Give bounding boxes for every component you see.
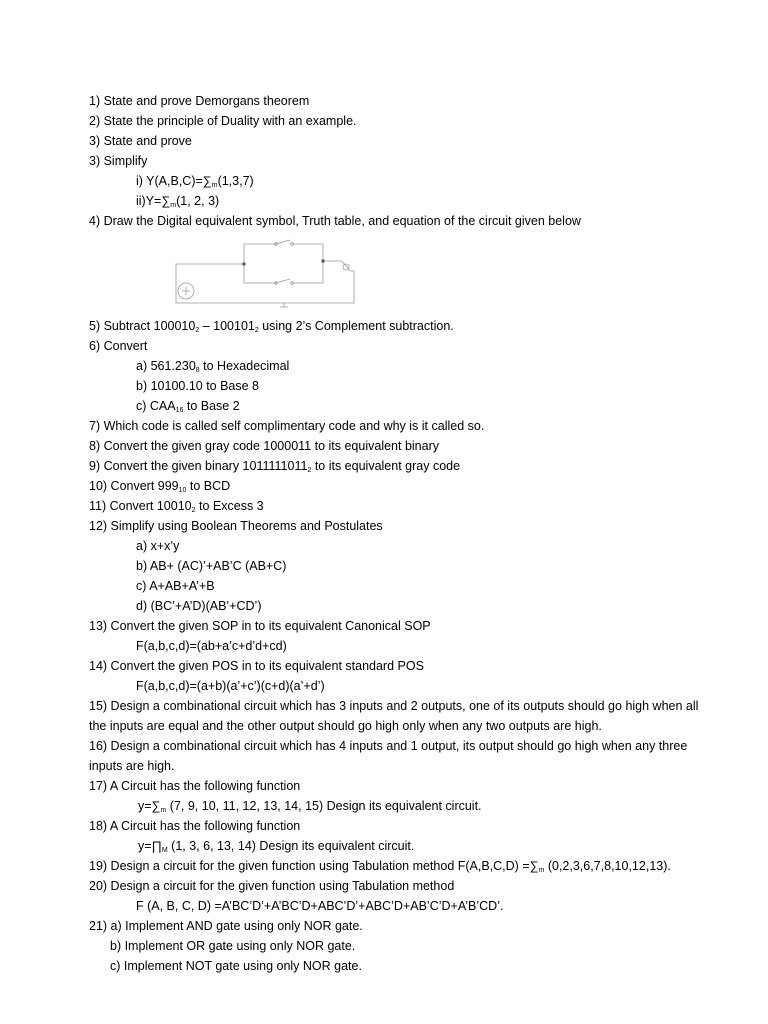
question-5: 5) Subtract $100010_2 - 100101_2$ using 2’s Complement subtraction. (89, 319, 454, 334)
question-20-function: F (A, B, C, D) =A’BC’D’+A’BC’D+ABC’D’+ABC’D+AB’C’D+A’B’CD’. (136, 899, 504, 913)
question-18-function: $y=\prod_M$ (1, 3, 6, 13, 14) Design its equivalent circuit. (138, 839, 415, 854)
question-21b: b) Implement OR gate using only NOR gate. (110, 939, 356, 953)
question-17-function: $y=\sum_m$ (7, 9, 10, 11, 12, 13, 14, 15) Design its equivalent circuit. (138, 799, 482, 814)
question-16-line-1: 16) Design a combinational circuit which has 4 inputs and 1 output, its output should go high when any three (89, 739, 688, 753)
question-7: 7) Which code is called self complimentary code and why is it called so. (89, 419, 485, 433)
question-6: 6) Convert (89, 339, 148, 353)
question-12a: a) x+x’y (136, 539, 180, 553)
question-12c: c) A+AB+A’+B (136, 579, 215, 593)
question-3a: 3) State and prove (89, 134, 192, 148)
question-14-function: F(a,b,c,d)=(a+b)(a’+c’)(c+d)(a’+d’) (136, 679, 325, 693)
question-18: 18) A Circuit has the following function (89, 819, 301, 833)
question-20: 20) Design a circuit for the given function using Tabulation method (89, 879, 455, 893)
question-3b-i: i) $Y(A,B,C)=\sum_m(1,3,7)$ (136, 174, 254, 189)
question-15-line-2: the inputs are equal and the other output should go high only when any two outputs are high. (89, 719, 602, 733)
question-9: 9) Convert the given binary $1011111011_2$ to its equivalent gray code (89, 459, 461, 474)
question-3b: 3) Simplify (89, 154, 148, 168)
circuit-diagram (172, 237, 368, 309)
question-6b: b) 10100.10 to Base 8 (136, 379, 260, 393)
question-12: 12) Simplify using Boolean Theorems and Postulates (89, 519, 383, 533)
question-13-function: F(a,b,c,d)=(ab+a’c+d’d+cd) (136, 639, 287, 653)
question-6c: c) $CAA_{16}$ to Base 2 (136, 399, 240, 414)
question-3b-ii: $ii)Y=\sum_m(1$, 2, 3) (136, 194, 220, 209)
question-12d: d) (BC’+A’D)(AB’+CD’) (136, 599, 262, 613)
question-8: 8) Convert the given gray code 1000011 to its equivalent binary (89, 439, 439, 453)
question-19: 19) Design a circuit for the given function using Tabulation method $F(A,B,C,D) =\sum_m$ (0,2,3,6,7,8,10,12,13). (89, 859, 671, 874)
question-11: 11) Convert $10010_2$ to Excess 3 (89, 499, 264, 514)
question-17: 17) A Circuit has the following function (89, 779, 301, 793)
question-16-line-2: inputs are high. (89, 759, 175, 773)
question-4: 4) Draw the Digital equivalent symbol, Truth table, and equation of the circuit given below (89, 214, 581, 228)
question-14: 14) Convert the given POS in to its equivalent standard POS (89, 659, 424, 673)
question-15-line-1: 15) Design a combinational circuit which has 3 inputs and 2 outputs, one of its outputs should go high when all (89, 699, 699, 713)
question-6a: a) $561.230_8$ to Hexadecimal (136, 359, 290, 374)
question-1: 1) State and prove Demorgans theorem (89, 94, 310, 108)
question-10: 10) Convert $999_{10}$ to BCD (89, 479, 231, 494)
question-21c: c) Implement NOT gate using only NOR gate. (110, 959, 362, 973)
question-2: 2) State the principle of Duality with an example. (89, 114, 357, 128)
question-21a: 21) a) Implement AND gate using only NOR gate. (89, 919, 363, 933)
question-12b: b) AB+ (AC)’+AB’C (AB+C) (136, 559, 287, 573)
question-13: 13) Convert the given SOP in to its equivalent Canonical SOP (89, 619, 431, 633)
